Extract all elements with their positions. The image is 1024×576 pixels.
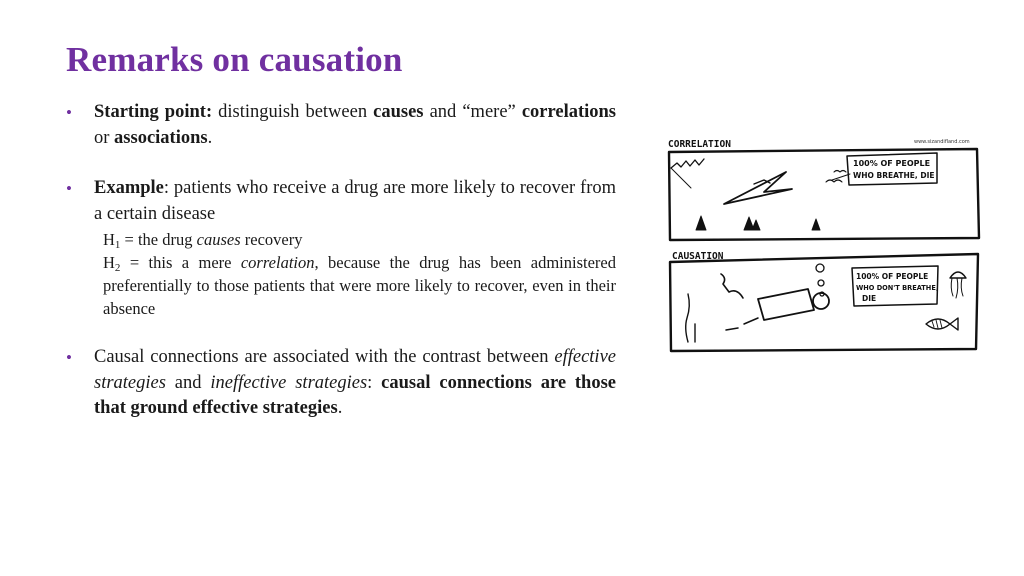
text: H	[103, 230, 115, 249]
air-bubble-icon	[820, 292, 824, 296]
term-correlations: correlations	[521, 102, 617, 122]
panel1-frame	[669, 149, 979, 240]
emphasis: effective strategies	[94, 347, 616, 393]
bullet-dot: •	[66, 348, 72, 367]
text: or	[94, 127, 115, 148]
bullet-starting-point	[66, 100, 616, 151]
subscript: 2	[114, 262, 121, 274]
bubble-text: 100% OF PEOPLE	[856, 272, 929, 281]
air-bubble-icon	[818, 280, 824, 286]
panel1-caption: CORRELATION	[668, 139, 731, 150]
bubble-text: DIE	[862, 294, 877, 303]
decoration	[671, 168, 691, 188]
decoration	[932, 320, 942, 328]
term-causes: causes	[373, 102, 424, 122]
tree-icon	[696, 216, 820, 230]
text: = the drug	[120, 230, 197, 249]
emphasis: ineffective strategies	[210, 372, 368, 393]
decoration	[758, 289, 814, 320]
diver-icon	[721, 274, 743, 298]
hypothesis-h2	[66, 251, 616, 320]
panel2-caption: CAUSATION	[672, 251, 724, 262]
label-starting-point: Starting point:	[94, 102, 213, 122]
text: : patients who receive a drug are more likely to recover from a certain disease	[94, 178, 616, 224]
hypothesis-h1	[66, 228, 616, 251]
text: H	[103, 253, 115, 272]
bullet-example	[66, 176, 616, 227]
term-associations: associations	[114, 127, 208, 148]
jellyfish-icon	[950, 272, 966, 278]
text: :	[367, 372, 382, 393]
text: and “mere”	[423, 102, 522, 122]
bullet-dot: •	[66, 179, 72, 198]
label-example: Example	[94, 178, 164, 198]
bullet-causal-connections	[66, 345, 616, 422]
text: distinguish between	[212, 102, 374, 122]
decoration	[832, 174, 850, 180]
seaweed-icon	[686, 294, 690, 342]
text: .	[207, 127, 213, 148]
decoration	[726, 318, 758, 330]
bubble-text: 100% OF PEOPLE	[853, 159, 931, 168]
falling-figure-icon	[724, 172, 792, 204]
key-statement: causal connections are those that ground effective strategies	[94, 372, 617, 418]
emphasis: causes	[196, 230, 241, 249]
text: = this a mere	[120, 253, 241, 272]
text: and	[165, 372, 211, 393]
bullet-list	[66, 100, 616, 422]
correlation-causation-comic	[666, 134, 984, 354]
slide-title: Remarks on causation	[66, 40, 403, 79]
text: .	[337, 398, 343, 418]
text: Causal connections are associated with the contrast between	[94, 347, 555, 367]
wave-icon	[671, 159, 704, 168]
text: , because the drug has been administered preferentially to those patients that were more likely to recover, even in their absence	[103, 253, 616, 318]
bird-icon	[834, 171, 846, 173]
bubble-text: WHO BREATHE, DIE	[853, 171, 935, 180]
air-bubble-icon	[816, 264, 824, 272]
comic-url: www.sizandifland.com	[914, 139, 970, 145]
bubble-text: WHO DON'T BREATHE,	[856, 284, 939, 292]
bird-icon	[826, 180, 842, 182]
speech-bubble	[847, 153, 937, 185]
emphasis: correlation	[240, 253, 315, 272]
decoration	[951, 278, 963, 298]
subscript: 1	[114, 239, 121, 251]
bullet-dot: •	[66, 103, 72, 122]
text: recovery	[240, 230, 303, 249]
